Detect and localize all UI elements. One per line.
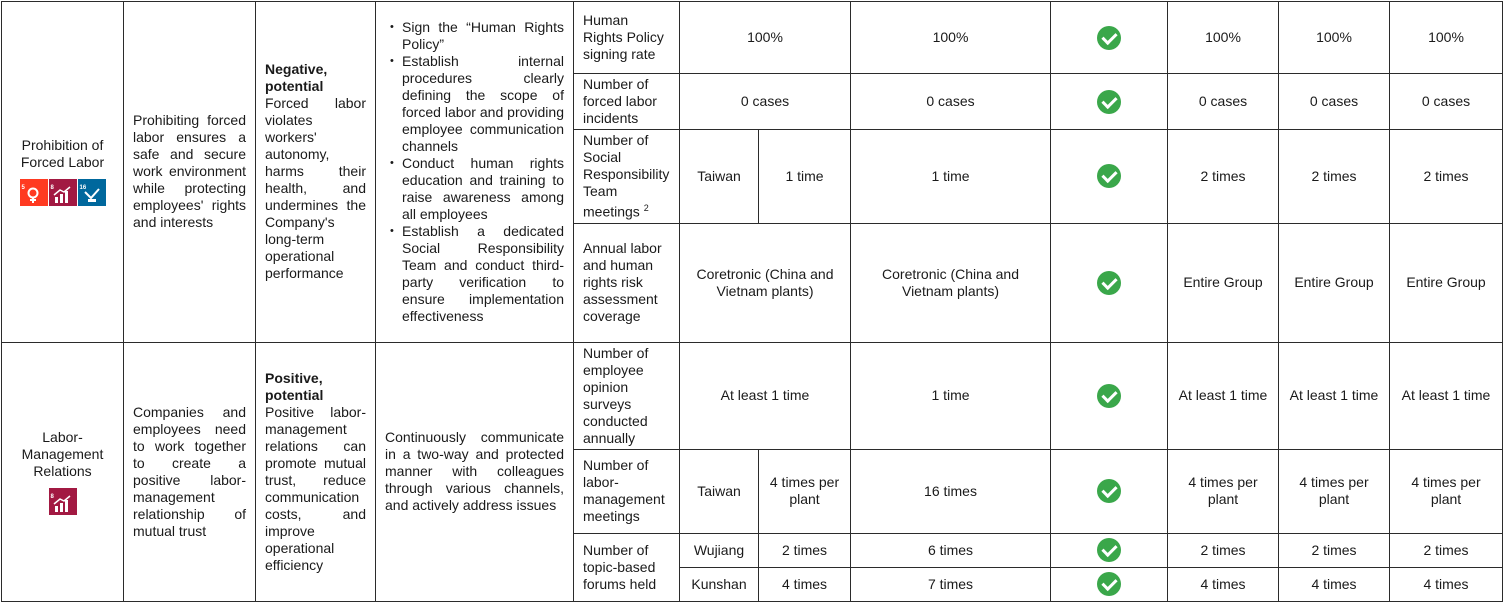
status-cell [1051, 223, 1168, 342]
sdg-icons [11, 179, 114, 206]
metric-result: 6 times [851, 533, 1051, 567]
check-circle-icon [1097, 479, 1121, 503]
status-cell [1051, 342, 1168, 449]
metric-result: 1 time [851, 342, 1051, 449]
metric-name: Number of topic-based forums held [574, 533, 680, 601]
metric-year1: 2 times [1168, 533, 1279, 567]
status-cell [1051, 449, 1168, 533]
impact-cell [256, 342, 376, 601]
list-item: • Establish internal procedures clearly defining the scope of forced labor and providing employee communication channels [402, 53, 564, 155]
description-cell: Companies and employees need to work together to create a positive labor-management relationship of mutual trust [124, 342, 256, 601]
description-cell: Prohibiting forced labor ensures a safe and secure work environment while protecting employees' rights and interests [124, 2, 256, 343]
metric-target: 2 times [759, 533, 851, 567]
metric-year1: 2 times [1168, 130, 1279, 224]
check-circle-icon [1097, 271, 1121, 295]
metric-name: Number of employee opinion surveys conducted annually [574, 342, 680, 449]
metric-year1: 4 times [1168, 567, 1279, 601]
topic-cell-labor-relations [2, 342, 124, 601]
metric-result: 100% [851, 2, 1051, 74]
metric-result: 1 time [851, 130, 1051, 224]
sdg16-peace-justice-icon: 16 [78, 179, 106, 206]
metric-year3: 2 times [1390, 533, 1503, 567]
status-cell [1051, 2, 1168, 74]
status-cell [1051, 533, 1168, 567]
metric-year2: 0 cases [1279, 74, 1390, 130]
impact-type: Positive, potential [265, 369, 324, 403]
impact-cell [256, 2, 376, 343]
esg-target-table [1, 1, 1503, 602]
list-item: • Establish a dedicated Social Responsibility Team and conduct third-party verification to ensure implementation effectiveness [402, 223, 564, 325]
metric-year3: 100% [1390, 2, 1503, 74]
footnote-marker: 2 [643, 203, 649, 213]
list-item: • Conduct human rights education and training to raise awareness among all employees [402, 155, 564, 223]
status-cell [1051, 130, 1168, 224]
actions-cell [376, 2, 574, 343]
topic-title: Labor-Management Relations [21, 428, 104, 479]
check-circle-icon [1097, 90, 1121, 114]
metric-year2: 4 times [1279, 567, 1390, 601]
metric-year1: 4 times per plant [1168, 449, 1279, 533]
sdg8-decent-work-icon: 8 [49, 488, 77, 515]
metric-name: Number of forced labor incidents [574, 74, 680, 130]
sdg5-gender-equality-icon: 5 [20, 179, 48, 206]
metric-site: Kunshan [680, 567, 759, 601]
actions-list [385, 19, 564, 325]
metric-name: Annual labor and human rights risk assessment coverage [574, 223, 680, 342]
status-cell [1051, 74, 1168, 130]
metric-year2: Entire Group [1279, 223, 1390, 342]
check-circle-icon [1097, 26, 1121, 50]
metric-year3: 4 times per plant [1390, 449, 1503, 533]
check-circle-icon [1097, 164, 1121, 188]
metric-target: 0 cases [680, 74, 851, 130]
metric-result: 7 times [851, 567, 1051, 601]
sdg8-decent-work-icon: 8 [49, 179, 77, 206]
metric-year2: At least 1 time [1279, 342, 1390, 449]
metric-site: Taiwan [680, 449, 759, 533]
metric-year2: 100% [1279, 2, 1390, 74]
metric-year2: 2 times [1279, 130, 1390, 224]
metric-target: At least 1 time [680, 342, 851, 449]
metric-site: Wujiang [680, 533, 759, 567]
metric-target: 100% [680, 2, 851, 74]
metric-target: 4 times per plant [759, 449, 851, 533]
list-item: • Sign the “Human Rights Policy” [402, 19, 564, 53]
metric-name: Human Rights Policy signing rate [574, 2, 680, 74]
metric-name: Number of labor-management meetings [574, 449, 680, 533]
metric-target: 4 times [759, 567, 851, 601]
metric-target: Coretronic (China and Vietnam plants) [680, 223, 851, 342]
status-cell [1051, 567, 1168, 601]
metric-year3: 2 times [1390, 130, 1503, 224]
metric-result: 16 times [851, 449, 1051, 533]
metric-year3: 0 cases [1390, 74, 1503, 130]
metric-year2: 4 times per plant [1279, 449, 1390, 533]
metric-result: Coretronic (China and Vietnam plants) [851, 223, 1051, 342]
metric-target: 1 time [759, 130, 851, 224]
check-circle-icon [1097, 384, 1121, 408]
metric-year1: 0 cases [1168, 74, 1279, 130]
metric-result: 0 cases [851, 74, 1051, 130]
metric-year3: At least 1 time [1390, 342, 1503, 449]
metric-name: Number of Social Responsibility Team meetings $^2$ [574, 130, 680, 224]
actions-cell: Continuously communicate in a two-way and protected manner with colleagues through various channels, and actively address issues [376, 342, 574, 601]
table-row [2, 2, 1503, 74]
topic-title: Prohibition of Forced Labor [20, 137, 105, 171]
metric-site: Taiwan [680, 130, 759, 224]
impact-text: Forced labor violates workers' autonomy, harms their health, and undermines the Company's long-term operational performance [265, 95, 366, 282]
impact-text: Positive labor-management relations can promote mutual trust, reduce communication costs, and improve operational efficiency [265, 403, 366, 573]
metric-year1: 100% [1168, 2, 1279, 74]
metric-year1: At least 1 time [1168, 342, 1279, 449]
impact-type: Negative, potential [265, 61, 328, 95]
check-circle-icon [1097, 538, 1121, 562]
metric-year1: Entire Group [1168, 223, 1279, 342]
metric-year2: 2 times [1279, 533, 1390, 567]
metric-year3: Entire Group [1390, 223, 1503, 342]
metric-year3: 4 times [1390, 567, 1503, 601]
sdg-icons [11, 488, 114, 515]
topic-cell-forced-labor [2, 2, 124, 343]
table-row [2, 342, 1503, 449]
